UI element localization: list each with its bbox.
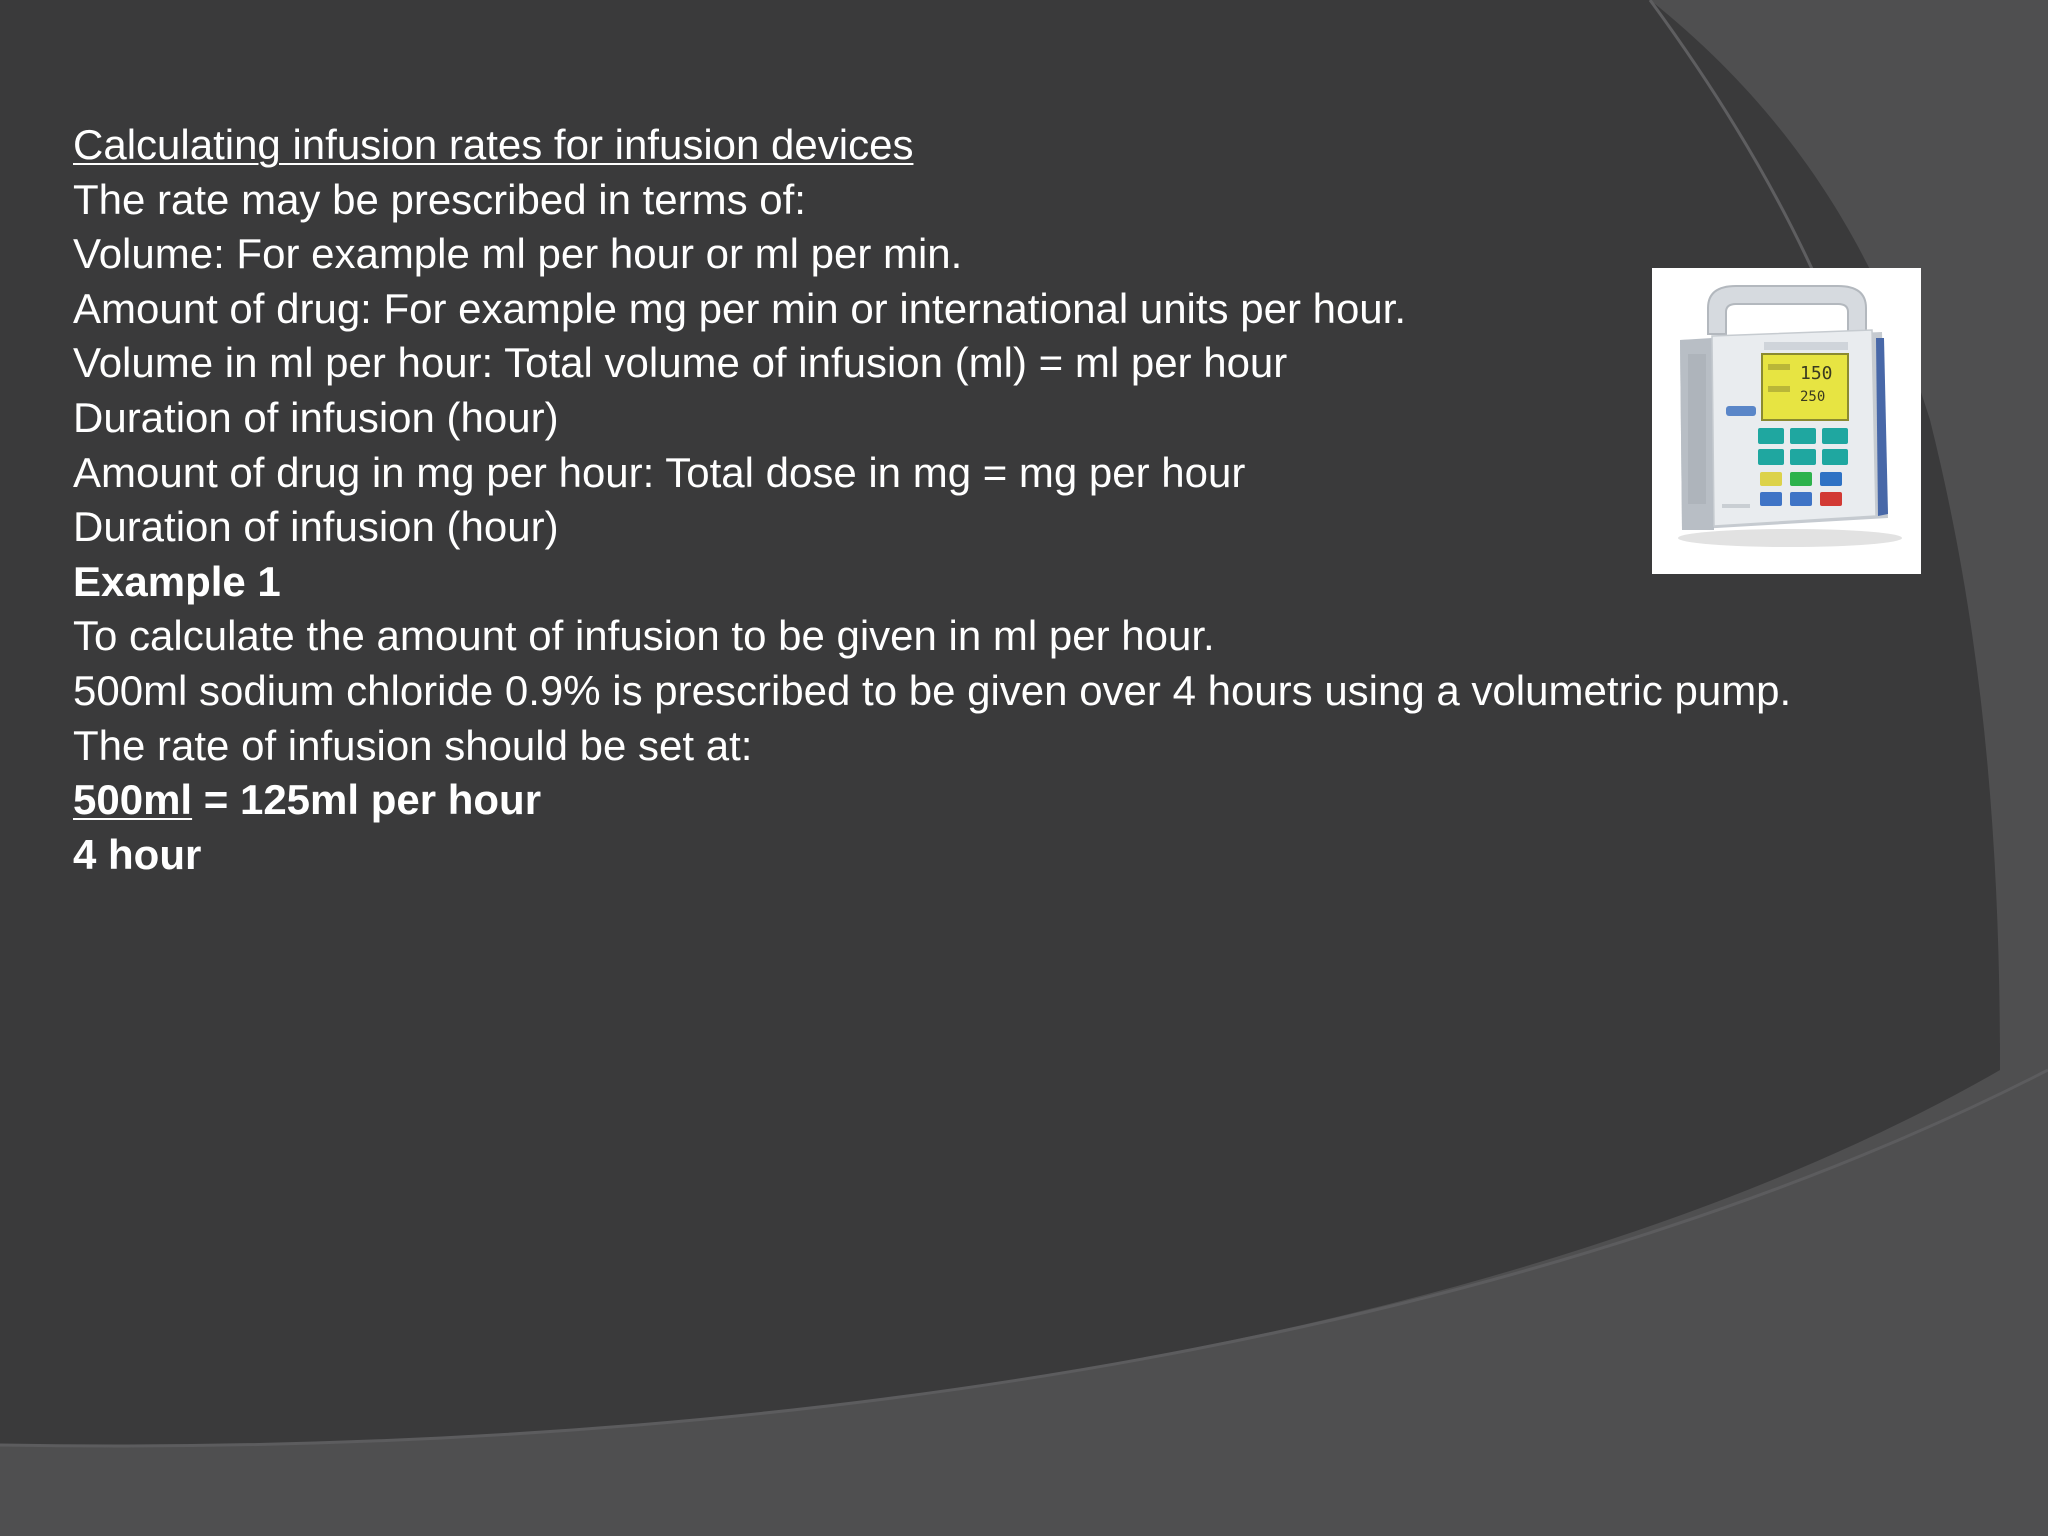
lcd-reading-1: 150: [1800, 363, 1833, 384]
example-heading: Example 1: [73, 557, 281, 605]
example-line-3: The rate of infusion should be set at:: [73, 721, 753, 769]
formula-numerator: 500ml: [73, 776, 193, 824]
example-line-1: To calculate the amount of infusion to be given in ml per hour.: [73, 612, 1215, 660]
text-line-7: Duration of infusion (hour): [73, 503, 559, 551]
infusion-pump-photo: [1652, 268, 1921, 574]
formula-line: [73, 773, 1973, 828]
text-line-6: Amount of drug in mg per hour: Total dose in mg = mg per hour: [73, 448, 1246, 496]
lcd-reading-2: 250: [1800, 389, 1826, 405]
text-line-3: Amount of drug: For example mg per min or international units per hour.: [73, 284, 1407, 332]
formula-result: = 125ml per hour: [192, 776, 542, 824]
text-line-1: The rate may be prescribed in terms of:: [73, 175, 806, 223]
slide-title: Calculating infusion rates for infusion devices: [73, 121, 914, 168]
text-line-5: Duration of infusion (hour): [73, 393, 559, 441]
infusion-pump-icon: [1652, 268, 1921, 574]
example-line-2: 500ml sodium chloride 0.9% is prescribed to be given over 4 hours using a volumetric pump.: [73, 666, 1792, 714]
text-line-4: Volume in ml per hour: Total volume of infusion (ml) = ml per hour: [73, 339, 1288, 387]
text-line-2: Volume: For example ml per hour or ml per min.: [73, 230, 963, 278]
formula-denominator: 4 hour: [73, 830, 202, 878]
